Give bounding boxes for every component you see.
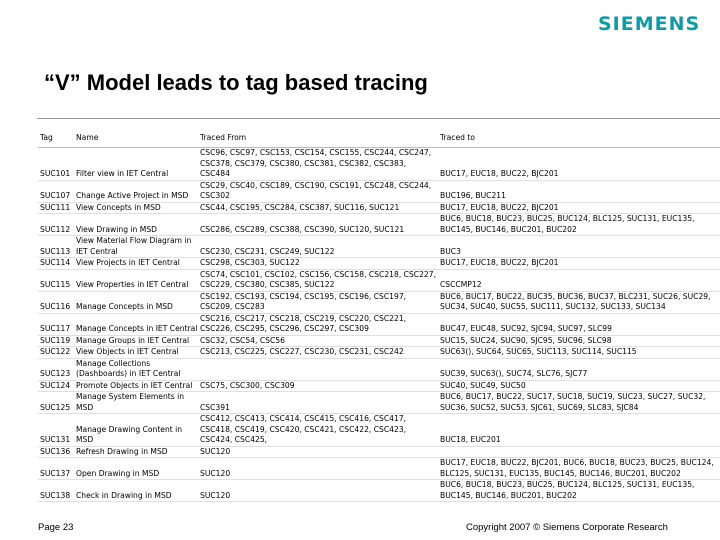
siemens-logo: SIEMENS (598, 13, 701, 35)
table-row (38, 258, 720, 270)
cell-tag: SUC107 (38, 180, 74, 202)
cell-name: Check in Drawing in MSD (74, 480, 198, 502)
cell-tag: SUC116 (38, 291, 74, 313)
cell-traced-from: CSC230, CSC231, CSC249, SUC122 (198, 236, 438, 258)
title-divider (37, 118, 720, 119)
cell-traced-to: BUC17, EUC18, BUC22, BJC201 (438, 258, 720, 270)
cell-tag: SUC114 (38, 258, 74, 270)
cell-name: View Material Flow Diagram in IET Central (74, 236, 198, 258)
cell-name: Open Drawing in MSD (74, 458, 198, 480)
cell-tag: SUC137 (38, 458, 74, 480)
cell-traced-from: SUC120 (198, 458, 438, 480)
table-row (38, 480, 720, 502)
cell-traced-from: CSC286, CSC289, CSC388, CSC390, SUC120, SUC121 (198, 214, 438, 236)
table-row (38, 414, 720, 447)
cell-traced-from: CSC412, CSC413, CSC414, CSC415, CSC416, CSC417, CSC418, CSC419, CSC420, CSC421, CSC422, CSC423, CSC424, CSC425, (198, 414, 438, 447)
cell-traced-to: BUC6, BUC18, BUC23, BUC25, BUC124, BLC125, SUC131, EUC135, BUC145, BUC146, BUC201, BUC202 (438, 214, 720, 236)
cell-name: View Properties in IET Central (74, 269, 198, 291)
slide-title: “V” Model leads to tag based tracing (44, 70, 428, 95)
page-number: Page 23 (38, 522, 74, 533)
cell-tag: SUC111 (38, 202, 74, 214)
table-row (38, 313, 720, 335)
copyright: Copyright 2007 © Siemens Corporate Research (466, 522, 668, 533)
cell-traced-from: CSC32, CSC54, CSC56 (198, 335, 438, 347)
cell-traced-from: CSC192, CSC193, CSC194, CSC195, CSC196, CSC197, CSC209, CSC283 (198, 291, 438, 313)
cell-name: Change Active Project in MSD (74, 180, 198, 202)
table-row (38, 335, 720, 347)
cell-traced-to: BUC47, EUC48, SUC92, SJC94, SUC97, SLC99 (438, 313, 720, 335)
cell-tag: SUC131 (38, 414, 74, 447)
table-row (38, 291, 720, 313)
cell-traced-to (438, 446, 720, 458)
cell-name: Manage System Elements in MSD (74, 392, 198, 414)
cell-traced-to: SUC15, SUC24, SUC90, SJC95, SUC96, SLC98 (438, 335, 720, 347)
cell-name: View Projects in IET Central (74, 258, 198, 270)
cell-traced-to: SUC40, SUC49, SUC50 (438, 380, 720, 392)
cell-tag: SUC123 (38, 358, 74, 380)
cell-name: Manage Concepts in IET Central (74, 313, 198, 335)
cell-traced-from: CSC75, CSC300, CSC309 (198, 380, 438, 392)
table-body (38, 148, 720, 502)
cell-tag: SUC122 (38, 347, 74, 359)
cell-traced-from: SUC120 (198, 446, 438, 458)
table-row (38, 358, 720, 380)
cell-name: Manage Drawing Content in MSD (74, 414, 198, 447)
cell-tag: SUC119 (38, 335, 74, 347)
cell-tag: SUC138 (38, 480, 74, 502)
table-row (38, 392, 720, 414)
cell-name: Promote Objects in IET Central (74, 380, 198, 392)
cell-traced-to: BUC6, BUC18, BUC23, BUC25, BUC124, BLC125, SUC131, EUC135, BUC145, BUC146, BUC201, BUC202 (438, 480, 720, 502)
cell-traced-to: SUC39, SUC63(), SUC74, SLC76, SJC77 (438, 358, 720, 380)
cell-name: View Concepts in MSD (74, 202, 198, 214)
table-row (38, 380, 720, 392)
cell-traced-to: BUC17, EUC18, BUC22, BJC201 (438, 148, 720, 181)
header-name: Name (74, 129, 198, 148)
cell-tag: SUC101 (38, 148, 74, 181)
header-traced-to: Traced to (438, 129, 720, 148)
cell-name: Manage Collections (Dashboards) in IET Central (74, 358, 198, 380)
cell-tag: SUC112 (38, 214, 74, 236)
table-header-row (38, 129, 720, 148)
cell-traced-to: BUC3 (438, 236, 720, 258)
cell-traced-from (198, 358, 438, 380)
cell-traced-to: SUC63(), SUC64, SUC65, SUC113, SUC114, SUC115 (438, 347, 720, 359)
cell-tag: SUC136 (38, 446, 74, 458)
cell-name: Manage Groups in IET Central (74, 335, 198, 347)
table-row (38, 202, 720, 214)
cell-traced-from: CSC298, CSC303, SUC122 (198, 258, 438, 270)
table-row (38, 180, 720, 202)
table-row (38, 458, 720, 480)
cell-traced-to: BUC17, EUC18, BUC22, BJC201, BUC6, BUC18, BUC23, BUC25, BUC124, BLC125, SUC131, EUC135, BUC145, BUC146, BUC201, BUC202 (438, 458, 720, 480)
table-row (38, 269, 720, 291)
cell-traced-from: CSC391 (198, 392, 438, 414)
cell-name: View Objects in IET Central (74, 347, 198, 359)
cell-traced-from: CSC216, CSC217, CSC218, CSC219, CSC220, CSC221, CSC226, CSC295, CSC296, CSC297, CSC309 (198, 313, 438, 335)
cell-traced-to: BUC17, EUC18, BUC22, BJC201 (438, 202, 720, 214)
cell-traced-from: CSC44, CSC195, CSC284, CSC387, SUC116, SUC121 (198, 202, 438, 214)
cell-traced-to: BUC6, BUC17, BUC22, SUC17, SUC18, SUC19, SUC23, SUC27, SUC32, SUC36, SUC52, SUC53, SJC61, SUC69, SLC83, SJC84 (438, 392, 720, 414)
cell-traced-from: CSC74, CSC101, CSC102, CSC156, CSC158, CSC218, CSC227, CSC229, CSC380, CSC385, SUC122 (198, 269, 438, 291)
cell-name: Refresh Drawing in MSD (74, 446, 198, 458)
cell-tag: SUC117 (38, 313, 74, 335)
cell-traced-from: CSC96, CSC97, CSC153, CSC154, CSC155, CSC244, CSC247, CSC378, CSC379, CSC380, CSC381, CSC382, CSC383, CSC484 (198, 148, 438, 181)
cell-tag: SUC125 (38, 392, 74, 414)
cell-traced-from: CSC213, CSC225, CSC227, CSC230, CSC231, CSC242 (198, 347, 438, 359)
cell-tag: SUC115 (38, 269, 74, 291)
table-row (38, 214, 720, 236)
table-row (38, 148, 720, 181)
cell-tag: SUC113 (38, 236, 74, 258)
cell-name: Filter view in IET Central (74, 148, 198, 181)
table-row (38, 236, 720, 258)
cell-tag: SUC124 (38, 380, 74, 392)
header-tag: Tag (38, 129, 74, 148)
trace-table (38, 129, 720, 502)
header-traced-from: Traced From (198, 129, 438, 148)
cell-traced-from: CSC29, CSC40, CSC189, CSC190, CSC191, CSC248, CSC244, CSC302 (198, 180, 438, 202)
cell-traced-from: SUC120 (198, 480, 438, 502)
cell-traced-to: BUC196, BUC211 (438, 180, 720, 202)
cell-name: View Drawing in MSD (74, 214, 198, 236)
table-row (38, 347, 720, 359)
cell-traced-to: CSCCMP12 (438, 269, 720, 291)
table-row (38, 446, 720, 458)
cell-name: Manage Concepts in MSD (74, 291, 198, 313)
cell-traced-to: BUC18, EUC201 (438, 414, 720, 447)
cell-traced-to: BUC6, BUC17, BUC22, BUC35, BUC36, BUC37, BLC231, SUC26, SUC29, SUC34, SUC40, SUC55, SUC111, SUC132, SUC133, SUC134 (438, 291, 720, 313)
